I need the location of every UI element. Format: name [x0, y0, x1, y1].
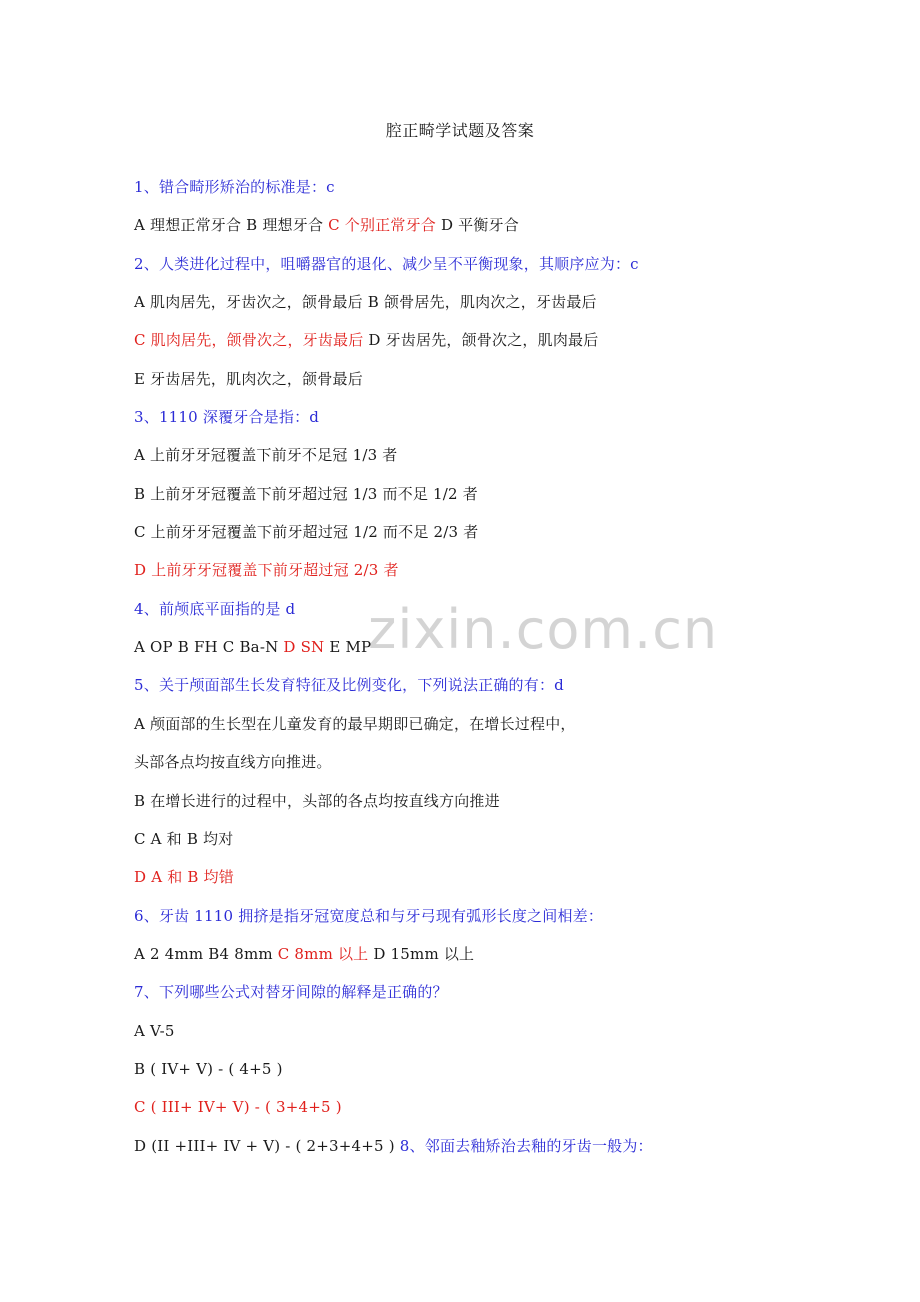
answer-text: D 上前牙牙冠覆盖下前牙超过冠 2/3 者 — [134, 561, 399, 580]
answer-text: C ( III+ IV+ V) - ( 3+4+5 ) — [134, 1098, 342, 1117]
option-text: B 在增长进行的过程中，头部的各点均按直线方向推进 — [134, 791, 500, 810]
option-text: A 理想正常牙合 B 理想牙合 — [134, 216, 329, 235]
answer-text: D SN — [283, 638, 325, 657]
option-text: B ( IV+ V) - ( 4+5 ) — [134, 1059, 283, 1078]
option-text: A OP B FH C Ba-N — [134, 638, 284, 657]
text-line — [134, 791, 794, 829]
text-line — [134, 637, 794, 675]
option-text: D 牙齿居先，颌骨次之，肌肉最后 — [363, 331, 599, 350]
text-line — [134, 445, 794, 483]
text-line — [134, 675, 794, 713]
text-line — [134, 330, 794, 368]
question-text: 6、牙齿 1110 拥挤是指牙冠宽度总和与牙弓现有弧形长度之间相差： — [134, 906, 604, 925]
text-line — [134, 714, 794, 752]
question-text: 3、1110 深覆牙合是指：d — [134, 408, 320, 427]
text-line — [134, 369, 794, 407]
option-text: A V-5 — [134, 1021, 175, 1040]
text-line — [134, 599, 794, 637]
document-body — [134, 177, 794, 1174]
option-text: A 上前牙牙冠覆盖下前牙不足冠 1/3 者 — [134, 446, 398, 465]
text-line — [134, 522, 794, 560]
answer-text: C 个别正常牙合 — [328, 216, 436, 235]
text-line — [134, 292, 794, 330]
question-text: 4、前颅底平面指的是 d — [134, 599, 296, 618]
question-text: 7、下列哪些公式对替牙间隙的解释是正确的？ — [134, 983, 448, 1002]
text-line — [134, 829, 794, 867]
option-text: 头部各点均按直线方向推进。 — [134, 753, 332, 772]
option-text: D 平衡牙合 — [436, 216, 519, 235]
answer-text: D A 和 B 均错 — [134, 868, 234, 887]
text-line — [134, 484, 794, 522]
option-text: D (II +III+ IV + V) - ( 2+3+4+5 ) — [134, 1136, 400, 1155]
question-text: 1、错合畸形矫治的标准是：c — [134, 178, 335, 196]
text-line — [134, 254, 794, 292]
option-text: B 上前牙牙冠覆盖下前牙超过冠 1/3 而不足 1/2 者 — [134, 484, 478, 503]
text-line — [134, 215, 794, 253]
text-line — [134, 1021, 794, 1059]
option-text: C 上前牙牙冠覆盖下前牙超过冠 1/2 而不足 2/3 者 — [134, 523, 479, 542]
text-line — [134, 982, 794, 1020]
option-text: C A 和 B 均对 — [134, 829, 234, 848]
watermark-text: zixin.com.cn — [368, 598, 719, 661]
text-line — [134, 752, 794, 790]
page-title: 腔正畸学试题及答案 — [385, 121, 535, 140]
question-text: 2、人类进化过程中，咀嚼器官的退化、减少呈不平衡现象，其顺序应为：c — [134, 254, 639, 273]
text-line — [134, 1097, 794, 1135]
question-text: 5、关于颅面部生长发育特征及比例变化，下列说法正确的有：d — [134, 676, 564, 695]
option-text: A 2 4mm B4 8mm — [134, 944, 278, 963]
text-line — [134, 867, 794, 905]
option-text: D 15mm 以上 — [368, 944, 475, 963]
text-line — [134, 1136, 794, 1174]
text-line — [134, 944, 794, 982]
question-text: 8、邻面去釉矫治去釉的牙齿一般为： — [399, 1136, 653, 1155]
option-text: A 颅面部的生长型在儿童发育的最早期即已确定，在增长过程中， — [134, 714, 576, 733]
answer-text: C 8mm 以上 — [277, 944, 369, 963]
option-text: E MP — [324, 638, 372, 657]
text-line — [134, 177, 794, 215]
text-line — [134, 407, 794, 445]
option-text: E 牙齿居先，肌肉次之，颌骨最后 — [134, 369, 363, 388]
text-line — [134, 1059, 794, 1097]
option-text: A 肌肉居先，牙齿次之，颌骨最后 B 颌骨居先，肌肉次之，牙齿最后 — [134, 293, 597, 312]
answer-text: C 肌肉居先，颌骨次之，牙齿最后 — [134, 331, 364, 350]
text-line — [134, 906, 794, 944]
text-line — [134, 560, 794, 598]
